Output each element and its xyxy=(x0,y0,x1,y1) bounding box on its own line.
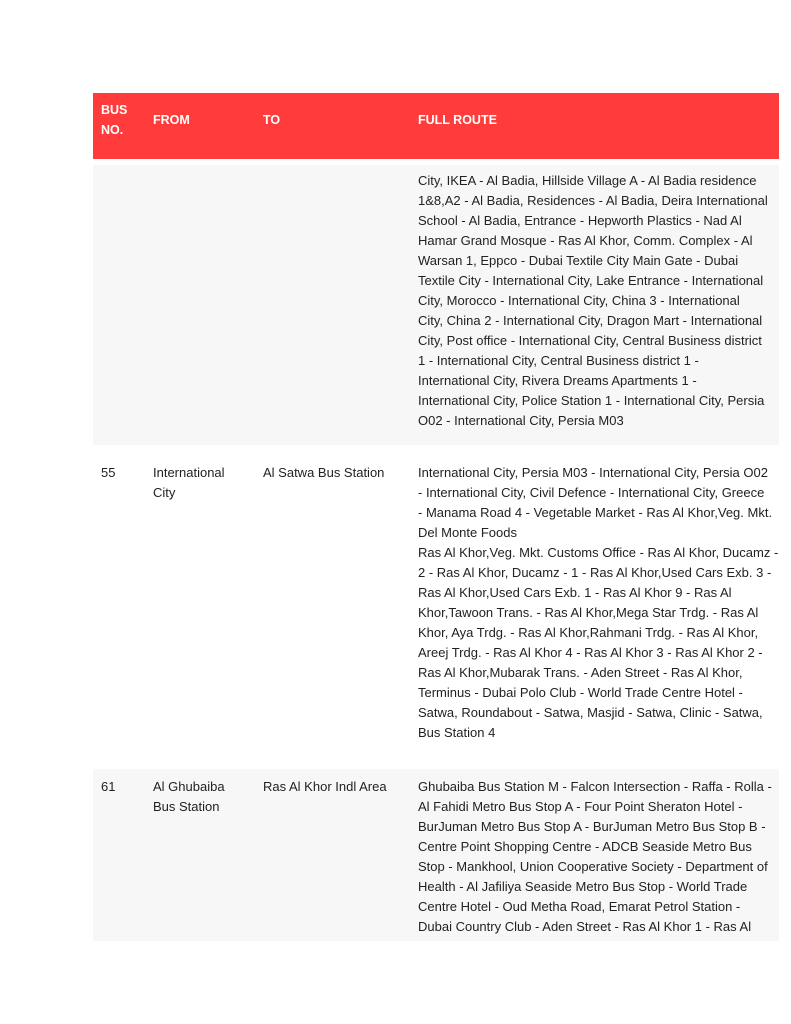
full-route xyxy=(418,171,770,431)
route-line: Ras Al Khor,Veg. Mkt. Customs Office - Ras Al Khor, Ducamz - xyxy=(418,545,779,560)
route-line: City, Post office - International City, Central Business district xyxy=(418,333,762,348)
from-line: City xyxy=(153,485,176,500)
route-line: School - Al Badia, Entrance - Hepworth Plastics - Nad Al xyxy=(418,213,742,228)
route-line: Dubai Country Club - Aden Street - Ras Al Khor 1 - Ras Al xyxy=(418,919,752,934)
route-line: Satwa, Roundabout - Satwa, Masjid - Satwa, Clinic - Satwa, xyxy=(418,705,763,720)
route-line: 2 - Ras Al Khor, Ducamz - 1 - Ras Al Khor,Used Cars Exb. 3 - xyxy=(418,565,772,580)
route-line: Ras Al Khor,Used Cars Exb. 1 - Ras Al Khor 9 - Ras Al xyxy=(418,585,732,600)
from-line: Al Ghubaiba xyxy=(153,779,225,794)
row-divider xyxy=(93,445,779,463)
route-line: Ras Al Khor,Mubarak Trans. - Aden Street - Ras Al Khor, xyxy=(418,665,743,680)
route-line: City, Morocco - International City, China 3 - International xyxy=(418,293,740,308)
to-stop: Ras Al Khor Indl Area xyxy=(263,779,387,794)
full-route xyxy=(418,463,779,743)
route-line: International City, Police Station 1 - International City, Persia xyxy=(418,393,765,408)
route-line: International City, Persia M03 - International City, Persia O02 xyxy=(418,465,768,480)
route-line: Khor, Aya Trdg. - Ras Al Khor,Rahmani Trdg. - Ras Al Khor, xyxy=(418,625,759,640)
route-line: - International City, Civil Defence - International City, Greece xyxy=(418,485,765,500)
route-line: - Manama Road 4 - Vegetable Market - Ras Al Khor,Veg. Mkt. xyxy=(418,505,773,520)
header-bus-no xyxy=(101,100,127,140)
route-line: Terminus - Dubai Polo Club - World Trade Centre Hotel - xyxy=(418,685,743,700)
route-line: Centre Hotel - Oud Metha Road, Emarat Petrol Station - xyxy=(418,899,741,914)
route-line: International City, Rivera Dreams Apartments 1 - xyxy=(418,373,697,388)
header-to: TO xyxy=(263,113,281,127)
route-line: Al Fahidi Metro Bus Stop A - Four Point Sheraton Hotel - xyxy=(418,799,743,814)
bus-route-table xyxy=(93,93,779,941)
from-stop xyxy=(153,463,253,503)
route-line: Health - Al Jafiliya Seaside Metro Bus Stop - World Trade xyxy=(418,879,748,894)
from-line: International xyxy=(153,465,225,480)
route-line: 1 - International City, Central Business district 1 - xyxy=(418,353,699,368)
bus-number: 55 xyxy=(101,465,116,480)
route-line: 1&8,A2 - Al Badia, Residences - Al Badia, Deira International xyxy=(418,193,768,208)
route-line: City, IKEA - Al Badia, Hillside Village A - Al Badia residence xyxy=(418,173,757,188)
route-line: City, China 2 - International City, Dragon Mart - International xyxy=(418,313,763,328)
header-full-route: FULL ROUTE xyxy=(418,113,497,127)
route-line: Stop - Mankhool, Union Cooperative Society - Department of xyxy=(418,859,768,874)
route-line: Areej Trdg. - Ras Al Khor 4 - Ras Al Khor 3 - Ras Al Khor 2 - xyxy=(418,645,763,660)
full-route xyxy=(418,777,770,937)
route-line: Del Monte Foods xyxy=(418,525,517,540)
table-row xyxy=(93,165,779,445)
to-stop: Al Satwa Bus Station xyxy=(263,465,385,480)
route-line: Centre Point Shopping Centre - ADCB Seaside Metro Bus xyxy=(418,839,752,854)
route-line: BurJuman Metro Bus Stop A - BurJuman Metro Bus Stop B - xyxy=(418,819,766,834)
table-row xyxy=(93,769,779,941)
header-bus-no-line-2: NO. xyxy=(101,123,124,137)
from-stop xyxy=(153,777,253,817)
route-line: Bus Station 4 xyxy=(418,725,496,740)
route-line: Khor,Tawoon Trans. - Ras Al Khor,Mega Star Trdg. - Ras Al xyxy=(418,605,759,620)
table-header xyxy=(93,93,779,159)
route-line: Hamar Grand Mosque - Ras Al Khor, Comm. Complex - Al xyxy=(418,233,753,248)
route-line: O02 - International City, Persia M03 xyxy=(418,413,624,428)
bus-number: 61 xyxy=(101,779,116,794)
table-row xyxy=(93,463,779,769)
from-line: Bus Station xyxy=(153,799,220,814)
header-from: FROM xyxy=(153,113,190,127)
route-line: Textile City - International City, Lake Entrance - International xyxy=(418,273,764,288)
route-line: Ghubaiba Bus Station M - Falcon Intersection - Raffa - Rolla - xyxy=(418,779,772,794)
header-bus-no-line-1: BUS xyxy=(101,103,128,117)
route-line: Warsan 1, Eppco - Dubai Textile City Main Gate - Dubai xyxy=(418,253,739,268)
